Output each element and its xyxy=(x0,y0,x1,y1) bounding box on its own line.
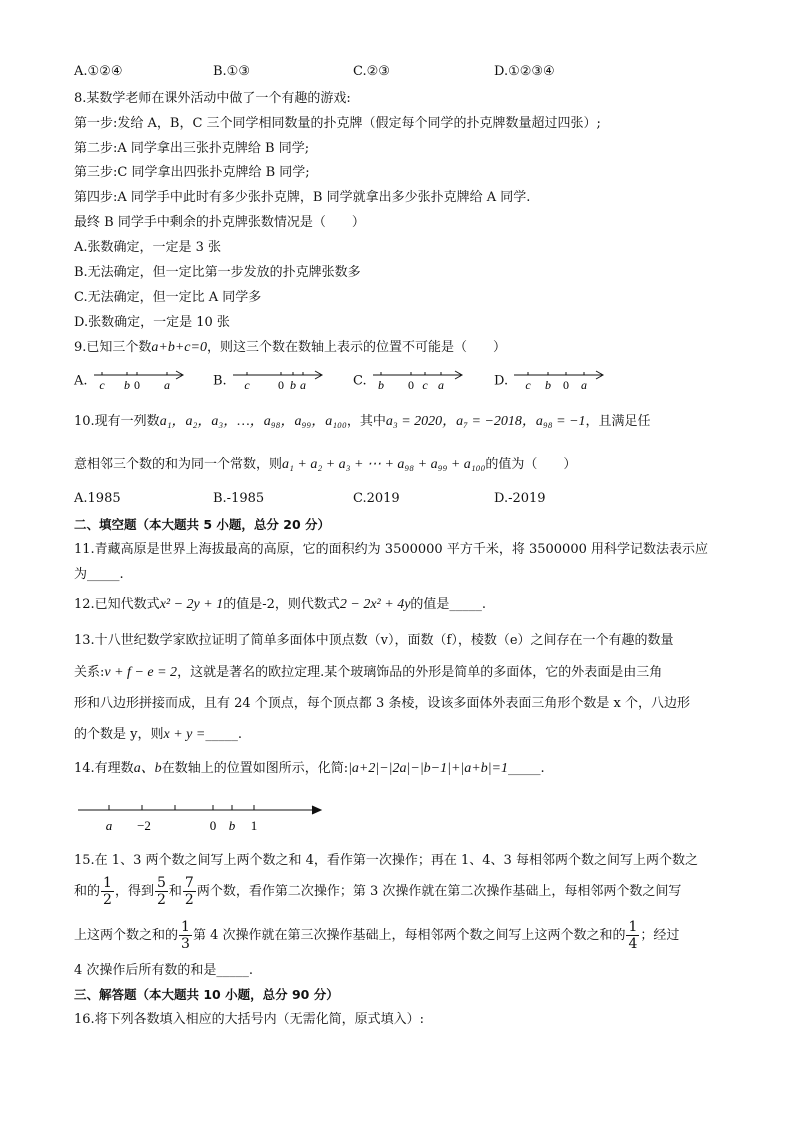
q9-option-d[interactable] xyxy=(494,368,608,394)
q14-stem xyxy=(74,760,545,778)
q15-fraction-five-halves: $\frac{5}{2}$ xyxy=(156,875,166,908)
q10-given: a₃ = 2020，a₇ = −2018，a₉₈ = −1 xyxy=(385,414,586,429)
q14-vars: a、b xyxy=(133,761,162,776)
q9a-mark-4: a xyxy=(163,378,170,392)
q10-line1 xyxy=(74,413,651,431)
q9d-mark-1: c xyxy=(525,378,531,392)
q7-option-c[interactable]: C.②③ xyxy=(353,64,390,79)
q13-line2 xyxy=(74,664,662,682)
q8-option-b[interactable]: B.无法确定，但一定比第一步发放的扑克牌张数多 xyxy=(74,265,361,280)
q10-option-c[interactable]: C.2019 xyxy=(353,491,400,506)
q9-option-c-label: C. xyxy=(353,373,367,389)
q15-fraction-half: $\frac{1}{2}$ xyxy=(103,875,112,908)
q8-option-a[interactable]: A.张数确定，一定是 3 张 xyxy=(74,240,222,255)
q9-option-b-label: B. xyxy=(213,373,227,389)
q8-option-d[interactable]: D.张数确定，一定是 10 张 xyxy=(74,315,230,330)
q10-given-prefix: ，其中 xyxy=(346,414,386,429)
q15-fraction-quarter: $\frac{1}{4}$ xyxy=(628,919,638,952)
q13-line1: 13.十八世纪数学家欧拉证明了简单多面体中顶点数（v），面数（f），棱数（e）之间存在一个有趣的数量 xyxy=(74,633,674,648)
q13-line4-suffix: _____. xyxy=(205,727,242,742)
q9d-mark-4: a xyxy=(581,378,588,392)
q10-line2 xyxy=(74,456,576,474)
q12-suffix: 的值是_____. xyxy=(410,597,487,612)
q10-option-b[interactable]: B.-1985 xyxy=(213,491,265,506)
q11-line2: 为_____. xyxy=(74,567,124,582)
q10-sequence: a₁，a₂，a₃，…，a₉₈，a₉₉，a₁₀₀ xyxy=(159,414,347,429)
q9-option-a[interactable] xyxy=(74,368,188,394)
section-fill-in-heading: 二、填空题（本大题共 5 小题，总分 20 分） xyxy=(74,517,331,532)
q13-line4 xyxy=(74,726,242,744)
q7-option-a[interactable]: A.①②④ xyxy=(74,64,123,79)
q9d-mark-2: b xyxy=(545,378,552,392)
q15-line2-and: 和 xyxy=(168,884,182,899)
q13-formula: v + f − e = 2 xyxy=(104,665,178,680)
q8-step2: 第二步:A 同学拿出三张扑克牌给 B 同学; xyxy=(74,141,310,156)
q9-option-d-numberline xyxy=(512,368,608,394)
q9-option-c[interactable] xyxy=(353,368,467,394)
q15-line4: 4 次操作后所有数的和是_____. xyxy=(74,963,254,978)
q9-option-a-label: A. xyxy=(74,373,88,389)
q8-step3: 第三步:C 同学拿出四张扑克牌给 B 同学; xyxy=(74,165,310,180)
q8-step1: 第一步:发给 A，B，C 三个同学相同数量的扑克牌（假定每个同学的扑克牌数量超过四张）; xyxy=(74,116,601,131)
q9b-mark-4: a xyxy=(299,378,306,392)
q9-option-b-numberline xyxy=(231,368,327,394)
q9-option-c-numberline xyxy=(371,368,467,394)
q9b-mark-1: c xyxy=(244,378,250,392)
q10-option-a[interactable]: A.1985 xyxy=(74,491,121,506)
q14-label-neg2: −2 xyxy=(137,818,151,833)
q12-middle: 的值是-2，则代数式 xyxy=(223,597,340,612)
q15-line3-mid: 第 4 次操作就在第三次操作基础上，每相邻两个数之间写上这两个数之和的 xyxy=(192,928,626,943)
q9b-mark-3: b xyxy=(289,378,296,392)
q14-label-a: a xyxy=(105,818,113,833)
q9-suffix: ，则这三个数在数轴上表示的位置不可能是（ ） xyxy=(206,340,506,355)
q14-prefix: 14.有理数 xyxy=(74,761,134,776)
q9-option-d-label: D. xyxy=(494,373,509,389)
q10-prefix: 10.现有一列数 xyxy=(74,414,160,429)
q13-line2-prefix: 关系: xyxy=(74,665,105,680)
q15-line2-suffix: 两个数，看作第二次操作；第 3 次操作就在第二次操作基础上，每相邻两个数之间写 xyxy=(196,884,682,899)
q9-prefix: 9.已知三个数 xyxy=(74,340,152,355)
q13-line4-prefix: 的个数是 y，则 xyxy=(74,727,164,742)
q12-expr2: 2 − 2x² + 4y xyxy=(339,597,411,612)
q15-line1: 15.在 1、3 两个数之间写上两个数之和 4，看作第一次操作；再在 1、4、3 每相邻两个数之间写上两个数之 xyxy=(74,853,698,868)
q10-sum: a₁ + a₂ + a₃ + ⋯ + a₉₈ + a₉₉ + a₁₀₀ xyxy=(282,457,486,472)
q10-line1-suffix: ，且满足任 xyxy=(585,414,651,429)
q9a-mark-3: 0 xyxy=(133,378,140,392)
q10-line2-suffix: 的值为（ ） xyxy=(485,457,577,472)
q14-suffix: _____. xyxy=(508,761,545,776)
q9b-mark-2: 0 xyxy=(277,378,284,392)
q9-option-a-numberline xyxy=(92,368,188,394)
q15-line3-suffix: ；经过 xyxy=(640,928,680,943)
q9-formula: a+b+c=0 xyxy=(151,340,207,355)
q12-prefix: 12.已知代数式 xyxy=(74,597,160,612)
q14-expr: |a+2|−|2a|−|b−1|+|a+b|=1 xyxy=(348,761,508,776)
q7-option-b[interactable]: B.①③ xyxy=(213,64,250,79)
q9c-mark-1: b xyxy=(377,378,384,392)
q13-line4-expr: x + y = xyxy=(163,727,206,742)
q9-stem xyxy=(74,339,506,357)
q9c-mark-3: c xyxy=(422,378,428,392)
q14-label-zero: 0 xyxy=(209,818,217,833)
q12-expr1: x² − 2y + 1 xyxy=(159,597,224,612)
q15-line2 xyxy=(74,872,681,912)
q14-label-b: b xyxy=(228,818,236,833)
q15-line3-prefix: 上这两个数之和的 xyxy=(74,928,179,943)
q9c-mark-2: 0 xyxy=(407,378,414,392)
q13-line3: 形和八边形拼接而成，且有 24 个顶点，每个顶点都 3 条棱，设该多面体外表面三角形个数是 x 个，八边形 xyxy=(74,696,690,711)
q7-option-d[interactable]: D.①②③④ xyxy=(494,64,555,79)
q9c-mark-4: a xyxy=(437,378,444,392)
q8-question: 最终 B 同学手中剩余的扑克牌张数情况是（ ） xyxy=(74,215,365,230)
q11-line1: 11.青藏高原是世界上海拔最高的高原，它的面积约为 3500000 平方千米，将 3500000 用科学记数法表示应 xyxy=(74,542,708,557)
q14-numberline xyxy=(74,800,334,840)
q10-option-d[interactable]: D.-2019 xyxy=(494,491,546,506)
q15-line2-mid1: ，得到 xyxy=(114,884,154,899)
q12-stem xyxy=(74,596,486,614)
q10-line2-prefix: 意相邻三个数的和为同一个常数，则 xyxy=(74,457,283,472)
q9d-mark-3: 0 xyxy=(563,378,570,392)
q9a-mark-1: c xyxy=(99,378,105,392)
q9a-mark-2: b xyxy=(123,378,130,392)
q16-stem: 16.将下列各数填入相应的大括号内（无需化简，原式填入）: xyxy=(74,1012,425,1027)
q15-line2-prefix: 和的 xyxy=(74,884,101,899)
q15-fraction-seven-halves: $\frac{7}{2}$ xyxy=(184,875,194,908)
q15-fraction-third: $\frac{1}{3}$ xyxy=(181,919,190,952)
q8-option-c[interactable]: C.无法确定，但一定比 A 同学多 xyxy=(74,290,262,305)
q14-middle: 在数轴上的位置如图所示，化简: xyxy=(161,761,349,776)
section-answer-heading: 三、解答题（本大题共 10 小题，总分 90 分） xyxy=(74,987,339,1002)
q8-intro: 8.某数学老师在课外活动中做了一个有趣的游戏: xyxy=(74,91,351,106)
q9-option-b[interactable] xyxy=(213,368,327,394)
q14-label-one: 1 xyxy=(250,818,258,833)
q13-line2-suffix: ，这就是著名的欧拉定理.某个玻璃饰品的外形是简单的多面体，它的外表面是由三角 xyxy=(177,665,663,680)
q8-step4: 第四步:A 同学手中此时有多少张扑克牌，B 同学就拿出多少张扑克牌给 A 同学. xyxy=(74,190,531,205)
q15-line3 xyxy=(74,916,679,956)
